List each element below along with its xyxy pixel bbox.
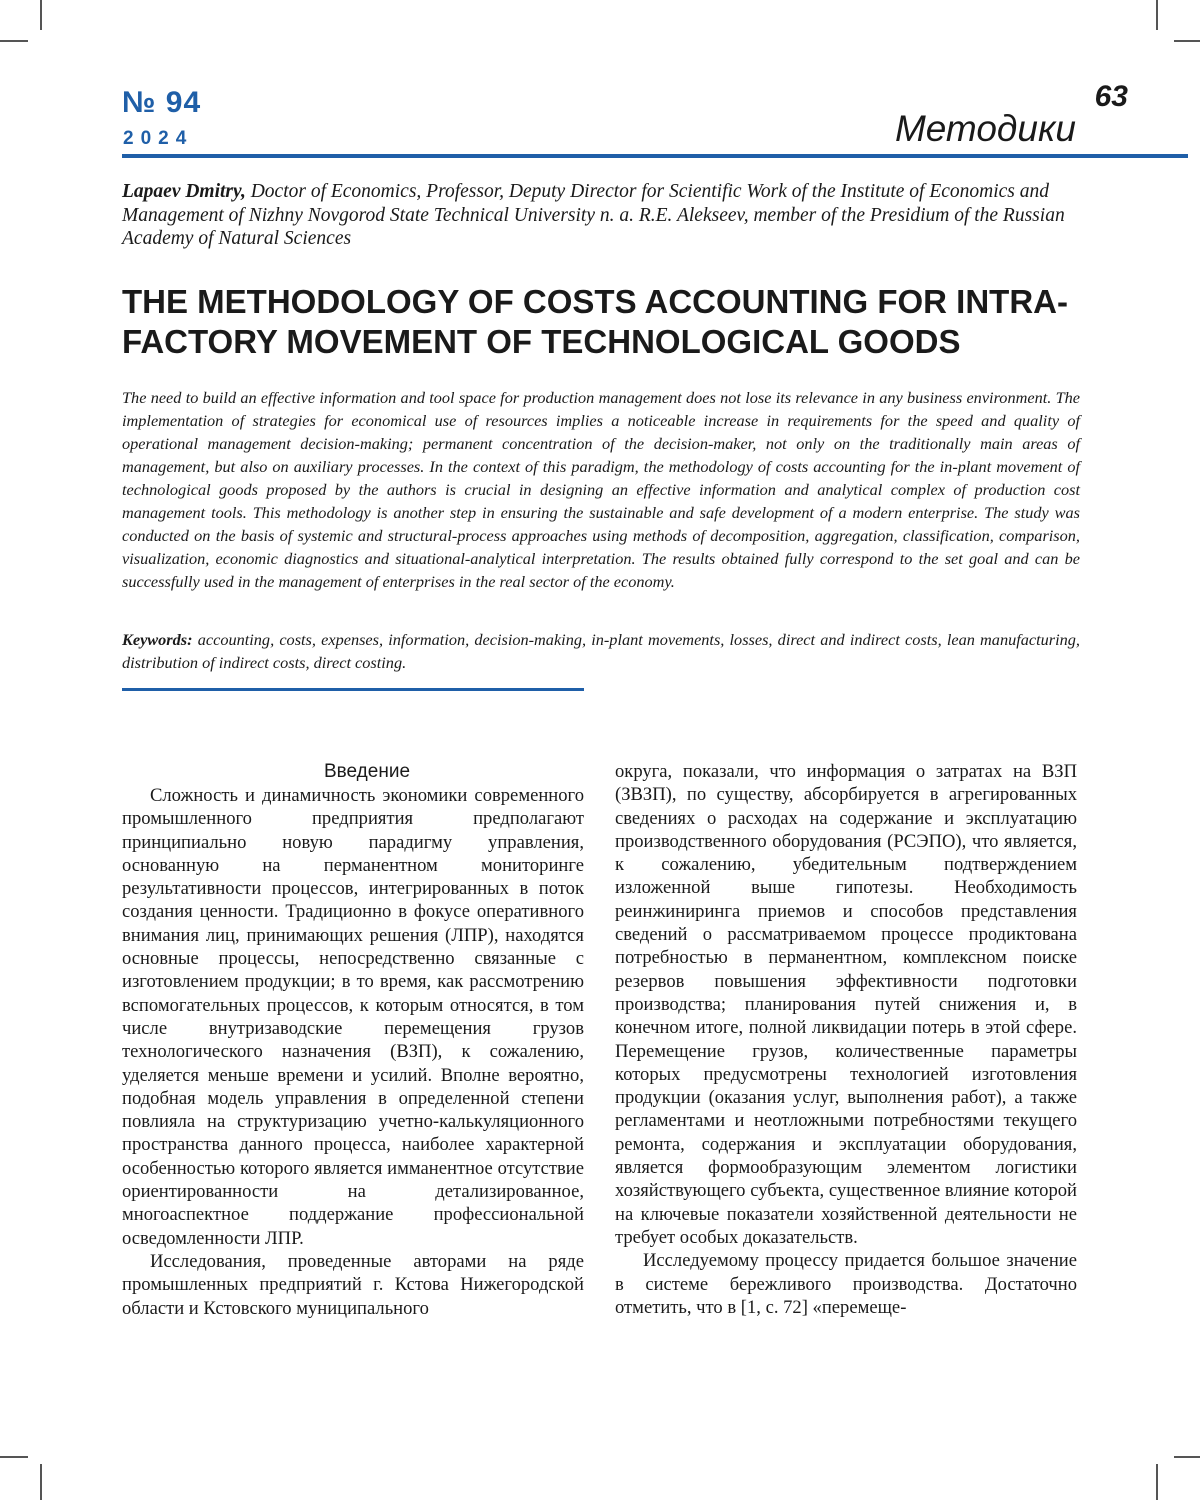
author-affiliation: Doctor of Economics, Professor, Deputy Director for Scientific Work of the Institute of Economics and Management of Nizhny Novgorod State Technical University n. a. R.E. Alekseev, member of the Presidium of the Russian Academy of Natural Sciences (122, 181, 1065, 249)
body-paragraph: округа, показали, что информация о затратах на ВЗП (ЗВЗП), по существу, абсорбируется в агрегированных сведениях о расходах на содержание и эксплуатацию производственного оборудования (РСЭПО), что является, к сожалению, убедительным подтверждением изложенной выше гипотезы. Необходимость реинжиниринга приемов и способов представления сведений о рассматриваемом процессе продиктована потребностью в перманентном, комплексном поиске резервов повышения эффективности подготовки производства; планирования путей снижения и, в конечном итоге, полной ликвидации потерь в этой сфере. Перемещение грузов, количественные параметры которых предусмотрены технологией изготовления продукции (оказания услуг, выполнения работ), а также регламентами и неотложными потребностями текущего ремонта, содержания и эксплуатации оборудования, является формообразующим элементом логистики хозяйствующего субъекта, существенное влияние которой на ключевые показатели хозяйственной деятельности не требует особых доказательств. (615, 761, 1077, 1248)
abstract: The need to build an effective information and tool space for production management does not lose its relevance in any business environment. The implementation of strategies for economical use of resources implies a noticeable increase in requirements for the speed and quality of operational management decision-making; permanent concentration of the decision-maker, not only on the traditionally main areas of management, but also on auxiliary processes. In the context of this paradigm, the methodology of costs accounting for the in-plant movement of technological goods proposed by the authors is crucial in designing an effective information and analytical complex of production cost management tools. This methodology is another step in ensuring the sustainable and safe development of a modern enterprise. The study was conducted on the basis of systemic and structural-process approaches using methods of decomposition, aggregation, classification, comparison, visualization, economic diagnostics and situational-analytical interpretation. The results obtained fully correspond to the set goal and can be successfully used in the management of enterprises in the real sector of the economy. (122, 388, 1080, 591)
keywords (122, 628, 1080, 674)
crop-mark-top-right (1156, 0, 1158, 30)
crop-mark-top-right-h (1174, 40, 1200, 42)
crop-mark-top-left (40, 0, 42, 30)
crop-mark-bottom-left (40, 1464, 42, 1500)
body-paragraph: Исследуемому процессу придается большое значение в системе бережливого производства. Достаточно отметить, что в [1, с. 72] «перемеще- (615, 1250, 1077, 1318)
keywords-text: accounting, costs, expenses, information, decision-making, in-plant movements, losses, direct and indirect costs, lean manufacturing, distribution of indirect costs, direct costing. (122, 630, 1080, 672)
article-title: THE METHODOLOGY OF COSTS ACCOUNTING FOR INTRA-FACTORY MOVEMENT OF TECHNOLOGICAL GOODS (122, 283, 1068, 360)
body-paragraph: Исследования, проведенные авторами на ряде промышленных предприятий г. Кстова Нижегородской области и Кстовского муниципального (122, 1250, 584, 1319)
author-name: Lapaev Dmitry, (122, 181, 246, 202)
crop-mark-bottom-right (1156, 1464, 1158, 1500)
crop-mark-bottom-right-h (1174, 1456, 1200, 1458)
author-block (122, 180, 1082, 251)
body-column-left (122, 760, 584, 1320)
section-heading-introduction: Введение (323, 761, 411, 782)
crop-mark-top-left-h (0, 40, 28, 42)
body-column-right (615, 760, 1077, 1319)
crop-mark-bottom-left-h (0, 1456, 28, 1458)
keywords-label: Keywords: (122, 630, 193, 649)
abstract-divider (122, 688, 584, 691)
page-number: 63 (1094, 80, 1128, 113)
header-divider (122, 154, 1188, 158)
section-label: Методики (894, 108, 1076, 149)
issue-number: № 94 (122, 86, 202, 119)
body-paragraph: Сложность и динамичность экономики современного промышленного предприятия предполагают принципиально новую парадигму управления, основанную на перманентном мониторинге результативности процессов, интегрированных в поток создания ценности. Традиционно в фокусе оперативного внимания лиц, принимающих решения (ЛПР), находятся основные процессы, непосредственно связанные с изготовлением продукции; в то время, как рассмотрению вспомогательных процессов, к которым относятся, в том числе внутризаводские перемещения грузов технологического назначения (ВЗП), к сожалению, уделяется меньше времени и усилий. Вполне вероятно, подобная модель управления в определенной степени повлияла на структуризацию учетно-калькуляционного пространства данного процесса, наиболее характерной особенностью которого является имманентное отсутствие ориентированности на детализированное, многоаспектное поддержание профессиональной осведомленности ЛПР. (122, 785, 584, 1249)
issue-year: 2024 (123, 128, 194, 149)
